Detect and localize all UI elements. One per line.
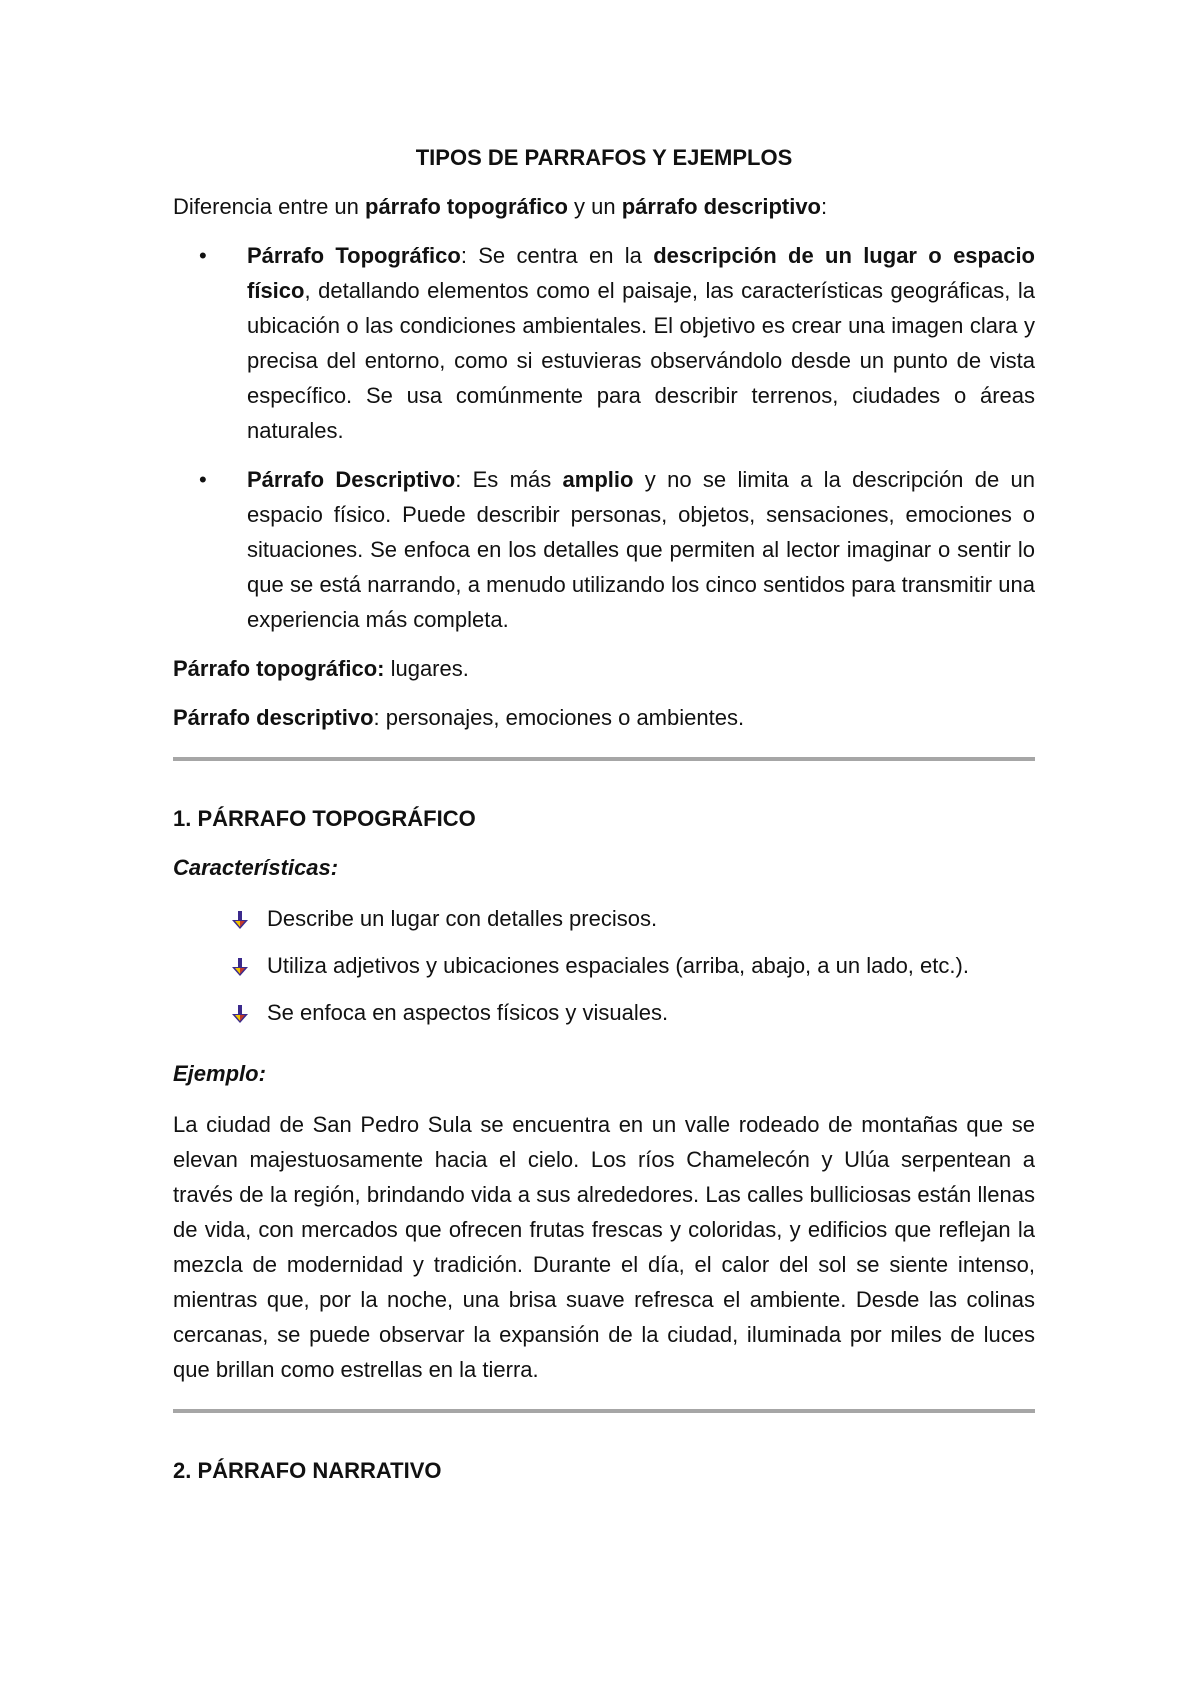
document-page [173, 140, 1035, 1502]
definition-item-descriptivo: • Párrafo Descriptivo: Es más amplio y no se limita a la descripción de un espacio físico. Puede describir personas, objetos, sensaciones, emociones o situaciones. Se enfoca en los detalles que permiten al lector imaginar o sentir lo que se está narrando, a menudo utilizando los cinco sentidos para transmitir una experiencia más completa. [173, 462, 1035, 637]
section-title-topografico: 1. PÁRRAFO TOPOGRÁFICO [173, 806, 476, 831]
section-title-narrativo: 2. PÁRRAFO NARRATIVO [173, 1458, 442, 1483]
bullet-dot-icon: • [199, 467, 207, 492]
summary-descriptivo: Párrafo descriptivo: personajes, emociones o ambientes. [173, 705, 745, 730]
feature-item: Describe un lugar con detalles precisos. [173, 901, 1035, 936]
summary-topografico: Párrafo topográfico: lugares. [173, 656, 469, 681]
horizontal-rule [173, 1409, 1035, 1413]
example-heading: Ejemplo: [173, 1061, 266, 1086]
document-title: TIPOS DE PARRAFOS Y EJEMPLOS [415, 145, 793, 170]
bullet-dot-icon: • [199, 243, 207, 268]
feature-item: Se enfoca en aspectos físicos y visuales. [173, 995, 1035, 1030]
arrow-down-icon [229, 956, 251, 978]
intro-paragraph: Diferencia entre un párrafo topográfico y un párrafo descriptivo: [173, 194, 828, 219]
features-heading: Características: [173, 855, 339, 880]
horizontal-rule [173, 757, 1035, 761]
example-paragraph: La ciudad de San Pedro Sula se encuentra en un valle rodeado de montañas que se elevan majestuosamente hacia el cielo. Los ríos Chamelecón y Ulúa serpentean a través de la región, brindando vida a sus alrededores. Las calles bulliciosas están llenas de vida, con mercados que ofrecen frutas frescas y coloridas, y edificios que reflejan la mezcla de modernidad y tradición. Durante el día, el calor del sol se siente intenso, mientras que, por la noche, una brisa suave refresca el ambiente. Desde las colinas cercanas, se puede observar la expansión de la ciudad, iluminada por miles de luces que brillan como estrellas en la tierra. [173, 1112, 1035, 1382]
definition-list [173, 238, 1035, 637]
features-list [173, 901, 1035, 1030]
arrow-down-icon [229, 909, 251, 931]
feature-item: Utiliza adjetivos y ubicaciones espaciales (arriba, abajo, a un lado, etc.). [173, 948, 1035, 983]
definition-item-topografico: • Párrafo Topográfico: Se centra en la descripción de un lugar o espacio físico, detallando elementos como el paisaje, las características geográficas, la ubicación o las condiciones ambientales. El objetivo es crear una imagen clara y precisa del entorno, como si estuvieras observándolo desde un punto de vista específico. Se usa comúnmente para describir terrenos, ciudades o áreas naturales. [173, 238, 1035, 448]
arrow-down-icon [229, 1003, 251, 1025]
